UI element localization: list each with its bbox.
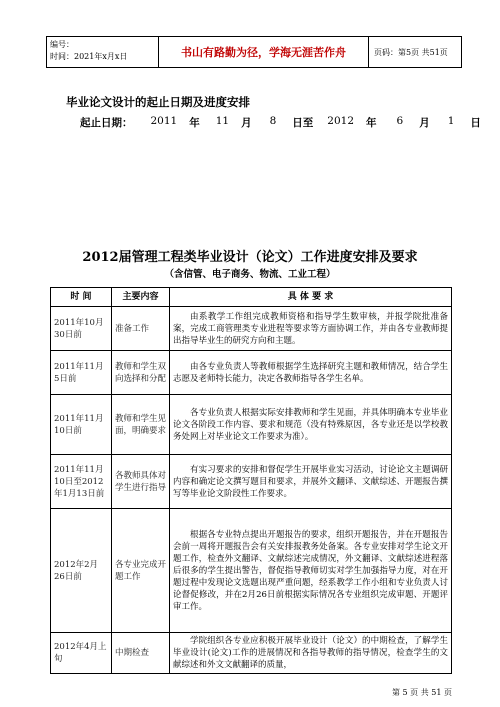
start-day-unit: 日至 [292,117,314,129]
row-requirements: 由各专业负责人等教师根据学生选择研究主题和教师情况，结合学生志愿及老师特长能力，决定各教师指导各学生名单。 [170,351,452,395]
table-row [51,395,452,455]
start-month: 11 [215,115,230,127]
start-year: 2011 [150,115,178,127]
end-year-unit: 年 [366,117,377,129]
end-day: 1 [447,115,455,127]
table-row [51,455,452,509]
start-day: 8 [269,115,277,127]
end-day-unit: 日 [470,117,481,129]
header-code: 编号： [50,40,74,49]
row-content: 教师和学生见面，明确要求 [112,395,170,455]
row-requirements: 学院组织各专业应积极开展毕业设计（论文）的中期检查，了解学生毕业设计(论文)工作的进展情况和各指导教师的指导情况，检查学生的文献综述和外文文献翻译的质量， [170,633,452,674]
row-requirements: 根据各专业特点提出开题报告的要求，组织开题报告，并在开题报告会前一周将开题报告会有关安排报教务处备案。各专业安排对学生论文开题工作，检查外文翻译、文献综述完成情况，外文翻译、文献综述进程落后很多的学生提出警告，督促指导教师切实对学生加强指导力度，对在开题过程中发现论文选题出现严重问题，经系教学工作小组和专业负责人讨论督促修改，并在2月26日前根据实际情况各专业组织完成审题、开题评审工作。 [170,509,452,633]
table-row [51,633,452,674]
row-content: 各专业完成开题工作 [112,509,170,633]
row-content: 各教师具体对学生进行指导 [112,455,170,509]
row-content: 教师和学生双向选择和分配 [112,351,170,395]
row-content: 中期检查 [112,633,170,674]
col-header-requirements: 具 体 要 求 [170,288,452,307]
schedule-title: 2012届管理工程类毕业设计（论文）工作进度安排及要求 [82,250,418,265]
row-content: 准备工作 [112,307,170,351]
row-date: 2011年10月30日前 [51,307,112,351]
header-slogan: 书山有路勤为径，学海无涯苦作舟 [159,37,369,67]
schedule-subtitle: （含信管、电子商务、物流、工业工程） [164,269,336,280]
row-requirements: 各专业负责人根据实际安排教师和学生见面，并具体明确本专业毕业论文各阶段工作内容、要求和规范（没有特殊原因，各专业还是以学校教务处网上对毕业论文工作要求为准）。 [170,395,452,455]
schedule-table [50,287,452,674]
end-month-unit: 月 [419,117,430,129]
table-header-row [51,288,452,307]
header-page: 页码：第5页 共51页 [374,47,448,57]
row-requirements: 有实习要求的安排和督促学生开展毕业实习活动，讨论论文主题调研内容和确定论文撰写题目和要求，并展外文翻译、文献综述、开题报告撰写等毕业论文阶段性工作要求。 [170,455,452,509]
table-row [51,307,452,351]
header-time: 时间：2021年x月x日 [50,52,128,61]
table-row [51,509,452,633]
row-date: 2011年11月10日至2012年1月13日前 [51,455,112,509]
col-header-time: 时 间 [51,288,112,307]
page-header [46,36,462,68]
page-footer: 第 5 页 共 51 页 [392,688,452,697]
section-title: 毕业论文设计的起止日期及进度安排 [66,95,250,109]
row-date: 2012年4月上旬 [51,633,112,674]
row-requirements: 由系教学工作组完成教师资格和指导学生数审核，并报学院批准备案，完成工商管理类专业进程等要求等方面协调工作，并由各专业教师提出指导毕业生的研究方向和主题。 [170,307,452,351]
table-row [51,351,452,395]
date-range [80,115,481,130]
end-year: 2012 [327,115,355,127]
header-meta [47,37,159,67]
row-date: 2011年11月5日前 [51,351,112,395]
date-label: 起止日期： [80,117,133,129]
row-date: 2011年11月10日前 [51,395,112,455]
end-month: 6 [396,115,404,127]
start-year-unit: 年 [189,117,200,129]
col-header-content: 主要内容 [112,288,170,307]
start-month-unit: 月 [241,117,252,129]
row-date: 2012年2月26日前 [51,509,112,633]
